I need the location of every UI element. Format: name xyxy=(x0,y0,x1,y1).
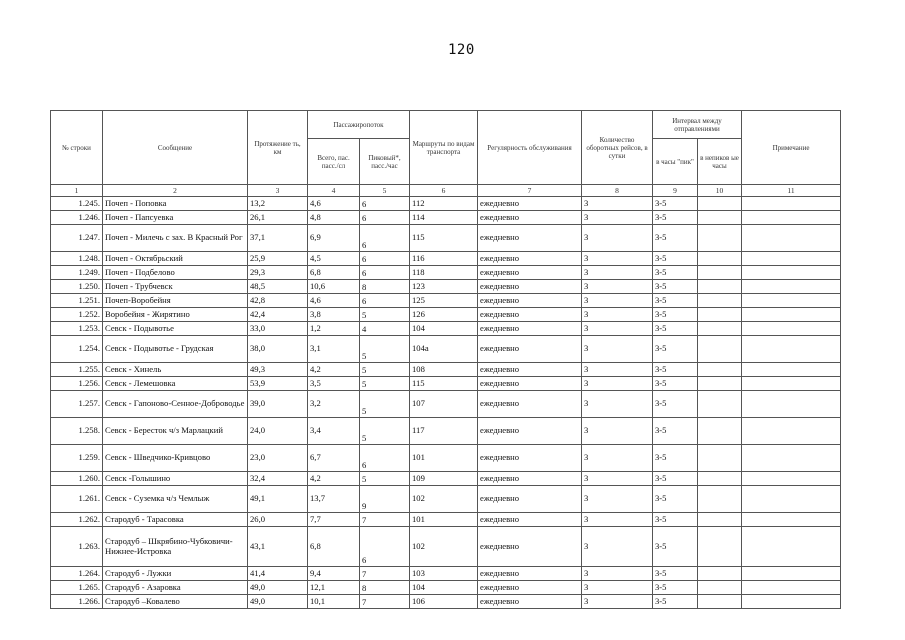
interval-peak-cell: 3-5 xyxy=(653,513,698,527)
notes-cell xyxy=(742,336,841,363)
interval-offpeak-cell xyxy=(698,581,742,595)
route-name-cell: Почеп - Милечь с зах. В Красный Рог xyxy=(103,225,248,252)
flow-total-cell: 6,8 xyxy=(308,527,360,567)
trips-cell: 3 xyxy=(582,211,653,225)
route-name-cell: Севск - Бересток ч/з Марлацкий xyxy=(103,418,248,445)
flow-total-cell: 3,2 xyxy=(308,391,360,418)
interval-peak-cell: 3-5 xyxy=(653,391,698,418)
interval-offpeak-cell xyxy=(698,197,742,211)
interval-offpeak-cell xyxy=(698,280,742,294)
route-number-cell: 115 xyxy=(410,225,478,252)
table-row xyxy=(51,363,841,377)
route-number-cell: 112 xyxy=(410,197,478,211)
interval-peak-cell: 3-5 xyxy=(653,294,698,308)
header-interval-peak: в часы "пик" xyxy=(653,139,698,185)
flow-total-cell: 4,8 xyxy=(308,211,360,225)
interval-offpeak-cell xyxy=(698,266,742,280)
length-cell: 33,0 xyxy=(248,322,308,336)
interval-peak-cell: 3-5 xyxy=(653,336,698,363)
flow-peak-cell: 6 xyxy=(360,445,410,472)
flow-peak-cell: 5 xyxy=(360,418,410,445)
table-row xyxy=(51,418,841,445)
row-number-cell: 1.258. xyxy=(51,418,103,445)
table-row xyxy=(51,252,841,266)
row-number-cell: 1.259. xyxy=(51,445,103,472)
notes-cell xyxy=(742,225,841,252)
route-name-cell: Стародуб - Азаровка xyxy=(103,581,248,595)
interval-offpeak-cell xyxy=(698,336,742,363)
trips-cell: 3 xyxy=(582,581,653,595)
interval-peak-cell: 3-5 xyxy=(653,211,698,225)
regularity-cell: ежедневно xyxy=(478,513,582,527)
header-notes: Примечание xyxy=(742,111,841,185)
interval-offpeak-cell xyxy=(698,391,742,418)
table-row xyxy=(51,197,841,211)
flow-peak-cell: 6 xyxy=(360,225,410,252)
column-number: 8 xyxy=(582,185,653,197)
notes-cell xyxy=(742,322,841,336)
notes-cell xyxy=(742,445,841,472)
flow-total-cell: 12,1 xyxy=(308,581,360,595)
route-number-cell: 104 xyxy=(410,581,478,595)
flow-peak-cell: 5 xyxy=(360,308,410,322)
row-number-cell: 1.256. xyxy=(51,377,103,391)
flow-peak-cell: 8 xyxy=(360,581,410,595)
regularity-cell: ежедневно xyxy=(478,211,582,225)
trips-cell: 3 xyxy=(582,418,653,445)
regularity-cell: ежедневно xyxy=(478,472,582,486)
flow-peak-cell: 6 xyxy=(360,197,410,211)
notes-cell xyxy=(742,472,841,486)
flow-peak-cell: 5 xyxy=(360,377,410,391)
route-number-cell: 102 xyxy=(410,486,478,513)
route-number-cell: 116 xyxy=(410,252,478,266)
length-cell: 26,1 xyxy=(248,211,308,225)
flow-total-cell: 6,9 xyxy=(308,225,360,252)
notes-cell xyxy=(742,567,841,581)
flow-total-cell: 4,5 xyxy=(308,252,360,266)
flow-peak-cell: 5 xyxy=(360,363,410,377)
trips-cell: 3 xyxy=(582,225,653,252)
route-number-cell: 117 xyxy=(410,418,478,445)
flow-peak-cell: 5 xyxy=(360,472,410,486)
header-length: Протяжение ть, км xyxy=(248,111,308,185)
flow-peak-cell: 7 xyxy=(360,513,410,527)
regularity-cell: ежедневно xyxy=(478,280,582,294)
header-route: Сообщение xyxy=(103,111,248,185)
length-cell: 49,3 xyxy=(248,363,308,377)
header-flow-total: Всего, пас. пасс./сл xyxy=(308,139,360,185)
table-row xyxy=(51,486,841,513)
notes-cell xyxy=(742,595,841,609)
table-row xyxy=(51,336,841,363)
flow-total-cell: 3,8 xyxy=(308,308,360,322)
table-row xyxy=(51,445,841,472)
length-cell: 26,0 xyxy=(248,513,308,527)
routes-table xyxy=(50,110,841,609)
interval-peak-cell: 3-5 xyxy=(653,486,698,513)
trips-cell: 3 xyxy=(582,513,653,527)
notes-cell xyxy=(742,418,841,445)
route-number-cell: 104 xyxy=(410,322,478,336)
column-number: 4 xyxy=(308,185,360,197)
interval-offpeak-cell xyxy=(698,445,742,472)
interval-peak-cell: 3-5 xyxy=(653,567,698,581)
flow-total-cell: 3,1 xyxy=(308,336,360,363)
header-row-no: № строки xyxy=(51,111,103,185)
notes-cell xyxy=(742,294,841,308)
notes-cell xyxy=(742,377,841,391)
notes-cell xyxy=(742,308,841,322)
interval-peak-cell: 3-5 xyxy=(653,225,698,252)
interval-offpeak-cell xyxy=(698,322,742,336)
notes-cell xyxy=(742,266,841,280)
interval-offpeak-cell xyxy=(698,252,742,266)
route-name-cell: Почеп-Воробейня xyxy=(103,294,248,308)
flow-peak-cell: 4 xyxy=(360,322,410,336)
length-cell: 42,8 xyxy=(248,294,308,308)
trips-cell: 3 xyxy=(582,252,653,266)
header-interval-offpeak: в непиков ые часы xyxy=(698,139,742,185)
header-regularity: Регулярность обслуживания xyxy=(478,111,582,185)
trips-cell: 3 xyxy=(582,595,653,609)
route-number-cell: 107 xyxy=(410,391,478,418)
interval-offpeak-cell xyxy=(698,294,742,308)
table-row xyxy=(51,294,841,308)
length-cell: 41,4 xyxy=(248,567,308,581)
interval-peak-cell: 3-5 xyxy=(653,595,698,609)
length-cell: 49,0 xyxy=(248,595,308,609)
regularity-cell: ежедневно xyxy=(478,294,582,308)
row-number-cell: 1.255. xyxy=(51,363,103,377)
flow-total-cell: 9,4 xyxy=(308,567,360,581)
length-cell: 32,4 xyxy=(248,472,308,486)
notes-cell xyxy=(742,581,841,595)
flow-total-cell: 4,2 xyxy=(308,363,360,377)
interval-peak-cell: 3-5 xyxy=(653,322,698,336)
length-cell: 49,1 xyxy=(248,486,308,513)
route-number-cell: 106 xyxy=(410,595,478,609)
route-name-cell: Севск -Голышино xyxy=(103,472,248,486)
row-number-cell: 1.264. xyxy=(51,567,103,581)
row-number-cell: 1.265. xyxy=(51,581,103,595)
regularity-cell: ежедневно xyxy=(478,391,582,418)
column-number: 10 xyxy=(698,185,742,197)
trips-cell: 3 xyxy=(582,472,653,486)
flow-peak-cell: 7 xyxy=(360,595,410,609)
flow-total-cell: 6,7 xyxy=(308,445,360,472)
route-name-cell: Севск - Суземка ч/з Чемлыж xyxy=(103,486,248,513)
flow-peak-cell: 6 xyxy=(360,211,410,225)
row-number-cell: 1.254. xyxy=(51,336,103,363)
notes-cell xyxy=(742,391,841,418)
row-number-cell: 1.245. xyxy=(51,197,103,211)
interval-offpeak-cell xyxy=(698,363,742,377)
table-body xyxy=(51,197,841,609)
route-name-cell: Севск - Лемешовка xyxy=(103,377,248,391)
flow-total-cell: 1,2 xyxy=(308,322,360,336)
flow-peak-cell: 7 xyxy=(360,567,410,581)
length-cell: 43,1 xyxy=(248,527,308,567)
trips-cell: 3 xyxy=(582,322,653,336)
header-routes-by-type: Маршруты по видам транспорта xyxy=(410,111,478,185)
trips-cell: 3 xyxy=(582,391,653,418)
regularity-cell: ежедневно xyxy=(478,225,582,252)
table-row xyxy=(51,391,841,418)
regularity-cell: ежедневно xyxy=(478,581,582,595)
interval-peak-cell: 3-5 xyxy=(653,308,698,322)
route-name-cell: Стародуб - Тарасовка xyxy=(103,513,248,527)
interval-peak-cell: 3-5 xyxy=(653,377,698,391)
trips-cell: 3 xyxy=(582,486,653,513)
column-number: 5 xyxy=(360,185,410,197)
row-number-cell: 1.248. xyxy=(51,252,103,266)
interval-peak-cell: 3-5 xyxy=(653,418,698,445)
row-number-cell: 1.246. xyxy=(51,211,103,225)
row-number-cell: 1.263. xyxy=(51,527,103,567)
table-row xyxy=(51,581,841,595)
regularity-cell: ежедневно xyxy=(478,445,582,472)
regularity-cell: ежедневно xyxy=(478,308,582,322)
route-number-cell: 125 xyxy=(410,294,478,308)
route-number-cell: 104а xyxy=(410,336,478,363)
flow-total-cell: 13,7 xyxy=(308,486,360,513)
regularity-cell: ежедневно xyxy=(478,252,582,266)
table-row xyxy=(51,308,841,322)
route-number-cell: 108 xyxy=(410,363,478,377)
length-cell: 29,3 xyxy=(248,266,308,280)
interval-offpeak-cell xyxy=(698,486,742,513)
route-number-cell: 118 xyxy=(410,266,478,280)
route-name-cell: Севск - Хинель xyxy=(103,363,248,377)
table-row xyxy=(51,211,841,225)
route-name-cell: Стародуб - Лужки xyxy=(103,567,248,581)
trips-cell: 3 xyxy=(582,197,653,211)
route-number-cell: 115 xyxy=(410,377,478,391)
notes-cell xyxy=(742,513,841,527)
length-cell: 48,5 xyxy=(248,280,308,294)
row-number-cell: 1.247. xyxy=(51,225,103,252)
regularity-cell: ежедневно xyxy=(478,336,582,363)
route-number-cell: 101 xyxy=(410,445,478,472)
header-trips: Количество оборотных рейсов, в сутки xyxy=(582,111,653,185)
flow-peak-cell: 6 xyxy=(360,252,410,266)
notes-cell xyxy=(742,280,841,294)
route-number-cell: 126 xyxy=(410,308,478,322)
interval-peak-cell: 3-5 xyxy=(653,527,698,567)
route-number-cell: 103 xyxy=(410,567,478,581)
table-row xyxy=(51,567,841,581)
column-number: 7 xyxy=(478,185,582,197)
row-number-cell: 1.260. xyxy=(51,472,103,486)
length-cell: 49,0 xyxy=(248,581,308,595)
column-number: 11 xyxy=(742,185,841,197)
flow-total-cell: 4,2 xyxy=(308,472,360,486)
row-number-cell: 1.250. xyxy=(51,280,103,294)
header-passenger-flow: Пассажиропоток xyxy=(308,111,410,139)
interval-peak-cell: 3-5 xyxy=(653,363,698,377)
interval-offpeak-cell xyxy=(698,225,742,252)
regularity-cell: ежедневно xyxy=(478,486,582,513)
flow-peak-cell: 8 xyxy=(360,280,410,294)
table-row xyxy=(51,527,841,567)
route-name-cell: Стародуб –Ковалево xyxy=(103,595,248,609)
route-name-cell: Почеп - Папсуевка xyxy=(103,211,248,225)
length-cell: 37,1 xyxy=(248,225,308,252)
row-number-cell: 1.262. xyxy=(51,513,103,527)
table-row xyxy=(51,322,841,336)
trips-cell: 3 xyxy=(582,377,653,391)
row-number-cell: 1.257. xyxy=(51,391,103,418)
length-cell: 38,0 xyxy=(248,336,308,363)
length-cell: 23,0 xyxy=(248,445,308,472)
notes-cell xyxy=(742,211,841,225)
trips-cell: 3 xyxy=(582,336,653,363)
table-row xyxy=(51,280,841,294)
header-flow-peak: Пиковый*, пасс./час xyxy=(360,139,410,185)
flow-total-cell: 3,5 xyxy=(308,377,360,391)
route-name-cell: Севск - Гапоново-Сенное-Доброводье xyxy=(103,391,248,418)
route-name-cell: Почеп - Подбелово xyxy=(103,266,248,280)
regularity-cell: ежедневно xyxy=(478,377,582,391)
flow-total-cell: 3,4 xyxy=(308,418,360,445)
interval-offpeak-cell xyxy=(698,211,742,225)
flow-total-cell: 10,1 xyxy=(308,595,360,609)
interval-peak-cell: 3-5 xyxy=(653,266,698,280)
route-name-cell: Почеп - Поповка xyxy=(103,197,248,211)
table-row xyxy=(51,225,841,252)
trips-cell: 3 xyxy=(582,445,653,472)
regularity-cell: ежедневно xyxy=(478,595,582,609)
regularity-cell: ежедневно xyxy=(478,363,582,377)
flow-total-cell: 4,6 xyxy=(308,294,360,308)
route-name-cell: Севск - Подывотье xyxy=(103,322,248,336)
route-number-cell: 102 xyxy=(410,527,478,567)
route-number-cell: 123 xyxy=(410,280,478,294)
table-row xyxy=(51,266,841,280)
row-number-cell: 1.261. xyxy=(51,486,103,513)
route-name-cell: Севск - Подывотье - Грудская xyxy=(103,336,248,363)
notes-cell xyxy=(742,527,841,567)
trips-cell: 3 xyxy=(582,527,653,567)
length-cell: 25,9 xyxy=(248,252,308,266)
trips-cell: 3 xyxy=(582,363,653,377)
trips-cell: 3 xyxy=(582,294,653,308)
row-number-cell: 1.251. xyxy=(51,294,103,308)
row-number-cell: 1.266. xyxy=(51,595,103,609)
notes-cell xyxy=(742,363,841,377)
interval-offpeak-cell xyxy=(698,527,742,567)
interval-offpeak-cell xyxy=(698,418,742,445)
row-number-cell: 1.253. xyxy=(51,322,103,336)
interval-offpeak-cell xyxy=(698,513,742,527)
regularity-cell: ежедневно xyxy=(478,418,582,445)
route-number-cell: 109 xyxy=(410,472,478,486)
route-name-cell: Воробейня - Жирятино xyxy=(103,308,248,322)
row-number-cell: 1.252. xyxy=(51,308,103,322)
interval-offpeak-cell xyxy=(698,567,742,581)
flow-peak-cell: 5 xyxy=(360,391,410,418)
route-name-cell: Почеп - Октябрьский xyxy=(103,252,248,266)
interval-peak-cell: 3-5 xyxy=(653,445,698,472)
interval-peak-cell: 3-5 xyxy=(653,472,698,486)
length-cell: 13,2 xyxy=(248,197,308,211)
interval-peak-cell: 3-5 xyxy=(653,197,698,211)
column-number: 9 xyxy=(653,185,698,197)
route-name-cell: Севск - Шведчико-Кривцово xyxy=(103,445,248,472)
length-cell: 39,0 xyxy=(248,391,308,418)
route-name-cell: Стародуб – Шкрябино-Чубковичи-Нижнее-Истровка xyxy=(103,527,248,567)
flow-total-cell: 10,6 xyxy=(308,280,360,294)
flow-total-cell: 7,7 xyxy=(308,513,360,527)
column-number: 6 xyxy=(410,185,478,197)
column-number: 3 xyxy=(248,185,308,197)
flow-total-cell: 6,8 xyxy=(308,266,360,280)
interval-peak-cell: 3-5 xyxy=(653,280,698,294)
row-number-cell: 1.249. xyxy=(51,266,103,280)
interval-peak-cell: 3-5 xyxy=(653,252,698,266)
trips-cell: 3 xyxy=(582,308,653,322)
regularity-cell: ежедневно xyxy=(478,567,582,581)
length-cell: 53,9 xyxy=(248,377,308,391)
flow-peak-cell: 9 xyxy=(360,486,410,513)
interval-offpeak-cell xyxy=(698,308,742,322)
route-number-cell: 114 xyxy=(410,211,478,225)
trips-cell: 3 xyxy=(582,567,653,581)
trips-cell: 3 xyxy=(582,266,653,280)
flow-total-cell: 4,6 xyxy=(308,197,360,211)
page-number: 120 xyxy=(448,42,475,58)
length-cell: 42,4 xyxy=(248,308,308,322)
flow-peak-cell: 6 xyxy=(360,294,410,308)
column-number: 2 xyxy=(103,185,248,197)
header-interval: Интервал между отправлениями xyxy=(653,111,742,139)
notes-cell xyxy=(742,486,841,513)
notes-cell xyxy=(742,252,841,266)
table-row xyxy=(51,377,841,391)
flow-peak-cell: 6 xyxy=(360,527,410,567)
column-number: 1 xyxy=(51,185,103,197)
table-row xyxy=(51,595,841,609)
regularity-cell: ежедневно xyxy=(478,266,582,280)
route-name-cell: Почеп - Трубчевск xyxy=(103,280,248,294)
regularity-cell: ежедневно xyxy=(478,197,582,211)
interval-offpeak-cell xyxy=(698,595,742,609)
interval-offpeak-cell xyxy=(698,377,742,391)
table-row xyxy=(51,472,841,486)
interval-offpeak-cell xyxy=(698,472,742,486)
interval-peak-cell: 3-5 xyxy=(653,581,698,595)
regularity-cell: ежедневно xyxy=(478,322,582,336)
length-cell: 24,0 xyxy=(248,418,308,445)
notes-cell xyxy=(742,197,841,211)
trips-cell: 3 xyxy=(582,280,653,294)
table-row xyxy=(51,513,841,527)
flow-peak-cell: 6 xyxy=(360,266,410,280)
flow-peak-cell: 5 xyxy=(360,336,410,363)
route-number-cell: 101 xyxy=(410,513,478,527)
regularity-cell: ежедневно xyxy=(478,527,582,567)
